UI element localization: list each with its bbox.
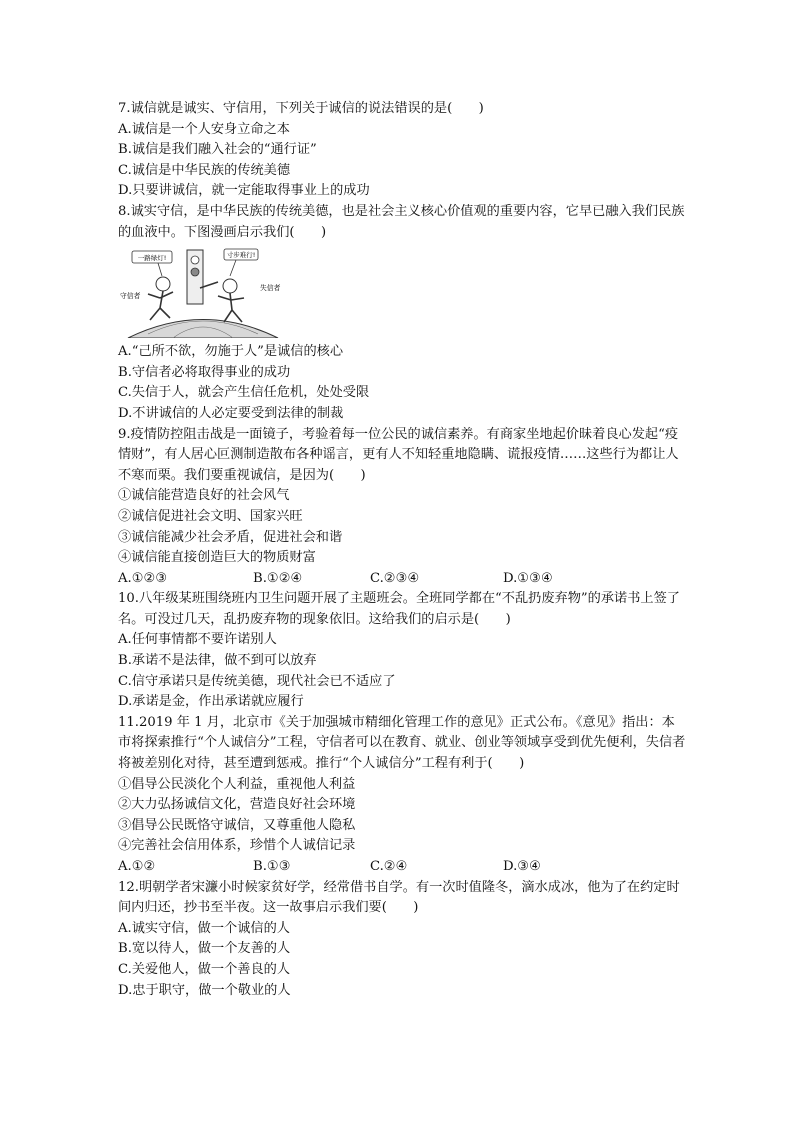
question-9 [118, 425, 688, 590]
statement-1: ①诚信能营造良好的社会风气 [118, 488, 290, 504]
choice-b: B.①③ [253, 859, 291, 874]
statement-3: ③诚信能减少社会矛盾，促进社会和谐 [118, 529, 343, 545]
choice-c: C.②④ [370, 859, 408, 874]
question-11 [118, 713, 688, 878]
option-b: B.承诺不是法律，做不到可以放弃 [118, 653, 317, 669]
option-a: A.“己所不欲，勿施于人”是诚信的核心 [118, 344, 344, 360]
option-c: C.失信于人，就会产生信任危机，处处受限 [118, 385, 370, 401]
question-stem: 7.诚信就是诚实、守信用，下列关于诚信的说法错误的是( ) [118, 101, 484, 116]
statement-3: ③倡导公民既恪守诚信，又尊重他人隐私 [118, 817, 356, 833]
choice-b: B.①②④ [253, 570, 303, 586]
option-b: B.守信者必将取得事业的成功 [118, 364, 291, 380]
question-10 [118, 589, 688, 713]
sign-right: 寸步难行! [226, 251, 256, 260]
question-list [118, 99, 688, 1001]
option-a: A.诚实守信，做一个诚信的人 [118, 920, 290, 936]
option-d: D.承诺是金，作出承诺就应履行 [118, 694, 304, 710]
choice-row [118, 857, 688, 878]
statement-4: ④完善社会信用体系，珍惜个人诚信记录 [118, 838, 356, 854]
choice-row [118, 569, 688, 590]
question-stem: 11.2019 年 1 月，北京市《关于加强城市精细化管理工作的意见》正式公布。《意见》指出：本市将探索推行“个人诚信分”工程，守信者可以在教育、就业、创业等领域享受到优先便利，失信者将被差别化对待，甚至遭到惩戒。推行“个人诚信分”工程有利于( ) [118, 714, 686, 772]
option-d: D.只要讲诚信，就一定能取得事业上的成功 [118, 183, 370, 199]
question-stem: 9.疫情防控阻击战是一面镜子，考验着每一位公民的诚信素养。有商家坐地起价昧着良心发起“疫情财”，有人居心叵测制造散布各种谣言，更有人不知轻重地隐瞒、谎报疫情……这些行为都让人不寒而栗。我们要重视诚信，是因为( ) [118, 426, 679, 483]
option-d: D.不讲诚信的人必定要受到法律的制裁 [118, 405, 344, 421]
option-c: C.诚信是中华民族的传统美德 [118, 162, 291, 178]
cartoon-image [118, 246, 293, 338]
choice-d: D.①③④ [503, 570, 553, 586]
question-8 [118, 202, 688, 425]
question-7 [118, 99, 688, 202]
option-a: A.任何事情都不要许诺别人 [118, 632, 277, 648]
question-stem: 8.诚实守信，是中华民族的传统美德，也是社会主义核心价值观的重要内容，它早已融入我们民族的血液中。下图漫画启示我们( ) [118, 203, 685, 240]
option-b: B.宽以待人，做一个友善的人 [118, 941, 291, 957]
question-12 [118, 878, 688, 1002]
cartoon-svg [118, 246, 293, 338]
caption-right: 失信者 [260, 284, 281, 293]
choice-a: A.①② [118, 859, 156, 874]
sign-left: 一路绿灯! [137, 254, 167, 263]
statement-2: ②大力弘扬诚信文化，营造良好社会环境 [118, 797, 356, 813]
choice-a: A.①②③ [118, 570, 168, 586]
option-c: C.关爱他人，做一个善良的人 [118, 961, 291, 977]
choice-d: D.③④ [503, 859, 541, 874]
statement-1: ①倡导公民淡化个人利益，重视他人利益 [118, 776, 356, 792]
caption-left: 守信者 [120, 292, 141, 301]
option-a: A.诚信是一个人安身立命之本 [118, 121, 290, 137]
question-stem: 10.八年级某班围绕班内卫生问题开展了主题班会。全班同学都在“不乱扔废弃物”的承诺书上签了名。可没过几天，乱扔废弃物的现象依旧。这给我们的启示是( ) [118, 591, 680, 627]
choice-c: C.②③④ [370, 570, 420, 586]
option-b: B.诚信是我们融入社会的“通行证” [118, 142, 317, 158]
statement-2: ②诚信促进社会文明、国家兴旺 [118, 508, 303, 524]
question-stem: 12.明朝学者宋濂小时候家贫好学，经常借书自学。有一次时值隆冬，滴水成冰，他为了在约定时间内归还，抄书至半夜。这一故事启示我们要( ) [118, 879, 680, 916]
option-c: C.信守承诺只是传统美德，现代社会已不适应了 [118, 673, 396, 689]
option-d: D.忠于职守，做一个敬业的人 [118, 982, 291, 998]
statement-4: ④诚信能直接创造巨大的物质财富 [118, 550, 316, 566]
